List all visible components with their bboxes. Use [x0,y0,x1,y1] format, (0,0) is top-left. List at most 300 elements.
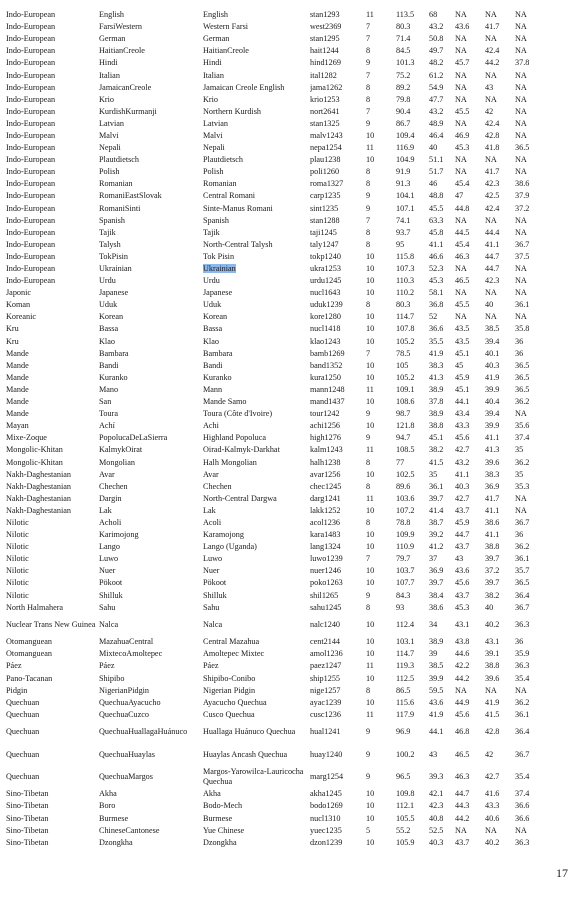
name-cell: Urdu [99,276,116,286]
name-cell: Páez [99,661,115,671]
value3-cell: 45.4 [455,179,470,189]
value2-cell: 68 [429,10,438,20]
language-cell: Karamojong [203,530,244,540]
value4-cell: 41.1 [485,505,500,515]
family-cell: Indo-European [6,22,56,32]
value1-cell: 71.4 [396,34,411,44]
glottocode-cell: hind1269 [310,58,341,68]
glottocode-cell: stan1295 [310,34,340,44]
value5-cell: NA [515,167,527,177]
count-cell: 7 [366,554,371,564]
family-cell: Indo-European [6,179,56,189]
name-cell: Latvian [99,118,125,128]
table-row [6,384,564,396]
value2-cell: 38.9 [429,637,444,647]
value1-cell: 90.4 [396,106,411,116]
count-cell: 9 [366,433,371,443]
count-cell: 10 [366,673,375,683]
name-cell: Hindi [99,58,118,68]
table-row [6,517,564,529]
value1-cell: 103.6 [396,493,415,503]
table-row [6,311,564,323]
count-cell: 10 [366,288,375,298]
language-cell: Lak [203,505,216,515]
name-cell: QuechuaAyacucho [99,697,161,707]
family-cell: Nakh-Daghestanian [6,481,72,491]
family-cell: Indo-European [6,251,56,261]
table-row [6,21,564,33]
name-cell: Korean [99,312,124,322]
value4-cell: NA [485,34,497,44]
value1-cell: 94.7 [396,433,411,443]
value5-cell: 36.7 [515,749,530,759]
family-cell: Páez [6,661,22,671]
value4-cell: 43.1 [485,637,500,647]
value4-cell: 40.2 [485,837,500,847]
value4-cell: 41.7 [485,493,500,503]
glottocode-cell: hait1244 [310,46,339,56]
value3-cell: 45.5 [455,106,470,116]
value3-cell: 46.8 [455,727,470,737]
value4-cell: 36.9 [485,481,500,491]
glottocode-cell: nucl1310 [310,813,341,823]
count-cell: 10 [366,505,375,515]
family-cell: Mande [6,384,29,394]
count-cell: 9 [366,191,371,201]
value1-cell: 74.1 [396,215,411,225]
value3-cell: 44.3 [455,801,470,811]
language-cell: Japanese [203,288,233,298]
count-cell: 7 [366,22,371,32]
value1-cell: 105.2 [396,372,415,382]
value3-cell: 43.7 [455,542,470,552]
value3-cell: 45.4 [455,239,470,249]
value5-cell: NA [515,94,527,104]
glottocode-cell: nige1257 [310,685,341,695]
value4-cell: 39.7 [485,578,500,588]
name-cell: FarsiWestern [99,22,142,32]
value3-cell: 45.3 [455,602,470,612]
value3-cell: 45.6 [455,433,470,443]
value5-cell: NA [515,409,527,419]
value5-cell: 37.8 [515,58,530,68]
value2-cell: 63.3 [429,215,444,225]
value2-cell: 38.3 [429,360,444,370]
glottocode-cell: klao1243 [310,336,341,346]
language-cell: Mande Samo [203,397,247,407]
value3-cell: 43.6 [455,22,470,32]
value2-cell: 39.9 [429,673,444,683]
language-cell: Malvi [203,130,223,140]
value4-cell: 42.8 [485,727,500,737]
name-cell: Romanian [99,179,133,189]
table-row [6,493,564,505]
family-cell: Indo-European [6,191,56,201]
table-row [6,614,564,637]
value1-cell: 115.6 [396,697,415,707]
count-cell: 11 [366,384,374,394]
table-row [6,9,564,21]
value4-cell: 43 [485,82,494,92]
value2-cell: 40.8 [429,813,444,823]
family-cell: Koreanic [6,312,37,322]
table-row [6,469,564,481]
language-cell: Acoli [203,517,222,527]
value5-cell: 36.5 [515,360,530,370]
family-cell: Indo-European [6,130,56,140]
glottocode-cell: lakk1252 [310,505,341,515]
value5-cell: NA [515,155,527,165]
glottocode-cell: ayac1239 [310,697,342,707]
count-cell: 10 [366,637,375,647]
count-cell: 8 [366,481,371,491]
language-cell: Western Farsi [203,22,249,32]
value1-cell: 115.8 [396,251,415,261]
count-cell: 8 [366,457,371,467]
value1-cell: 105.2 [396,336,415,346]
language-cell: Korean [203,312,228,322]
value1-cell: 80.3 [396,300,411,310]
value3-cell: NA [455,288,467,298]
value4-cell: 42 [485,106,494,116]
count-cell: 10 [366,360,375,370]
value1-cell: 79.8 [396,94,411,104]
glottocode-cell: carp1235 [310,191,341,201]
value4-cell: 39.4 [485,336,500,346]
family-cell: Mixe-Zoque [6,433,47,443]
family-cell: Nuclear Trans New Guinea [6,619,96,629]
value2-cell: 43.2 [429,106,444,116]
value5-cell: 35.3 [515,481,530,491]
value4-cell: NA [485,10,497,20]
language-cell: Toura (Côte d'Ivoire) [203,409,273,419]
value3-cell: NA [455,82,467,92]
table-row [6,33,564,45]
value4-cell: 39.7 [485,554,500,564]
table-row [6,45,564,57]
language-cell: Central Romani [203,191,256,201]
value5-cell: 36.6 [515,801,530,811]
value2-cell: 41.9 [429,348,444,358]
value2-cell: 45.3 [429,276,444,286]
count-cell: 8 [366,239,371,249]
name-cell: RomaniSinti [99,203,141,213]
glottocode-cell: kura1250 [310,372,341,382]
value1-cell: 75.2 [396,70,411,80]
glottocode-cell: ship1255 [310,673,341,683]
value4-cell: 44.2 [485,58,500,68]
value1-cell: 114.7 [396,649,415,659]
value5-cell: 37.5 [515,251,530,261]
value1-cell: 112.4 [396,619,415,629]
highlighted-text[interactable]: Ukrainian [203,264,236,274]
value2-cell: 45.1 [429,433,444,443]
value4-cell: 42.7 [485,772,500,782]
family-cell: Indo-European [6,143,56,153]
name-cell: German [99,34,126,44]
glottocode-cell: band1352 [310,360,343,370]
count-cell: 7 [366,106,371,116]
count-cell: 10 [366,530,375,540]
value1-cell: 109.4 [396,130,415,140]
value5-cell: 36 [515,530,524,540]
value1-cell: 104.1 [396,191,415,201]
language-cell: Urdu [203,276,220,286]
value2-cell: 38.9 [429,409,444,419]
value4-cell: 40.1 [485,348,500,358]
language-cell: Plautdietsch [203,155,244,165]
glottocode-cell: lang1324 [310,542,341,552]
value3-cell: 45.9 [455,372,470,382]
glottocode-cell: tour1242 [310,409,340,419]
family-cell: Indo-European [6,106,56,116]
value4-cell: 42.4 [485,46,500,56]
value4-cell: 39.9 [485,384,500,394]
value2-cell: 45.8 [429,227,444,237]
glottocode-cell: urdu1245 [310,276,342,286]
family-cell: Mongolic-Khitan [6,445,63,455]
value1-cell: 107.3 [396,264,415,274]
value2-cell: 36.6 [429,324,444,334]
value1-cell: 117.9 [396,709,415,719]
family-cell: Pano-Tacanan [6,673,53,683]
count-cell: 9 [366,203,371,213]
value1-cell: 103.1 [396,637,415,647]
value5-cell: 36.1 [515,554,530,564]
value3-cell: 43.5 [455,324,470,334]
value3-cell: NA [455,34,467,44]
value2-cell: 42.1 [429,789,444,799]
family-cell: Sino-Tibetan [6,825,49,835]
table-row [6,825,564,837]
value1-cell: 109.8 [396,789,415,799]
value2-cell: 36.9 [429,566,444,576]
value3-cell: 44.2 [455,813,470,823]
value2-cell: 49.7 [429,46,444,56]
family-cell: Nilotic [6,554,29,564]
glottocode-cell: shil1265 [310,590,339,600]
language-cell: Jamaican Creole English [203,82,285,92]
count-cell: 10 [366,697,375,707]
name-cell: Dargin [99,493,122,503]
table-row [6,299,564,311]
table-row [6,142,564,154]
name-cell: Polish [99,167,120,177]
family-cell: Indo-European [6,203,56,213]
value3-cell: 45.6 [455,578,470,588]
name-cell: KalmykOirat [99,445,143,455]
value1-cell: 84.3 [396,590,411,600]
value3-cell: 46.3 [455,772,470,782]
value3-cell: NA [455,46,467,56]
value5-cell: NA [515,825,527,835]
family-cell: Otomanguean [6,637,52,647]
value1-cell: 104.9 [396,155,415,165]
value3-cell: 44.8 [455,203,470,213]
count-cell: 10 [366,421,375,431]
value5-cell: 36.2 [515,697,530,707]
value3-cell: NA [455,685,467,695]
family-cell: Sino-Tibetan [6,801,49,811]
table-row [6,408,564,420]
value2-cell: 35.5 [429,336,444,346]
language-cell: Nuer [203,566,220,576]
table-row [6,577,564,589]
table-row [6,287,564,299]
value3-cell: NA [455,312,467,322]
name-cell: Lak [99,505,112,515]
value4-cell: 37.2 [485,566,500,576]
value2-cell: 43.2 [429,22,444,32]
name-cell: Plautdietsch [99,155,140,165]
name-cell: MazahuaCentral [99,637,154,647]
language-table [6,9,564,849]
count-cell: 10 [366,397,375,407]
value4-cell: NA [485,312,497,322]
value2-cell: 61.2 [429,70,444,80]
glottocode-cell: malv1243 [310,130,343,140]
family-cell: North Halmahera [6,602,64,612]
glottocode-cell: kara1483 [310,530,341,540]
value3-cell: NA [455,215,467,225]
language-cell: Margos-Yarowilca-Lauricocha Quechua [203,767,304,787]
language-cell: Sahu [203,602,220,612]
count-cell: 9 [366,409,371,419]
value5-cell: 36.3 [515,837,530,847]
name-cell: Ukrainian [99,264,132,274]
language-cell: Tok Pisin [203,251,235,261]
language-cell: Krio [203,94,219,104]
glottocode-cell: hual1241 [310,727,341,737]
language-cell: Nalca [203,619,223,629]
table-row [6,227,564,239]
value4-cell: 43.3 [485,801,500,811]
language-cell: Shipibo-Conibo [203,673,256,683]
value2-cell: 37 [429,554,438,564]
count-cell: 10 [366,619,375,629]
value4-cell: 42.3 [485,179,500,189]
value2-cell: 41.9 [429,709,444,719]
family-cell: Quechuan [6,772,40,782]
value2-cell: 39.7 [429,578,444,588]
language-cell: Lango (Uganda) [203,542,257,552]
family-cell: Kru [6,324,19,334]
value1-cell: 105.9 [396,837,415,847]
value5-cell: 35.6 [515,421,530,431]
language-cell: Cusco Quechua [203,709,255,719]
table-row [6,130,564,142]
value3-cell: NA [455,70,467,80]
value5-cell: 36.6 [515,813,530,823]
value5-cell: 36 [515,348,524,358]
value4-cell: NA [485,70,497,80]
value5-cell: 36.4 [515,590,530,600]
value2-cell: 44.1 [429,727,444,737]
count-cell: 10 [366,801,375,811]
value5-cell: 36.5 [515,143,530,153]
value1-cell: 107.8 [396,324,415,334]
language-cell: German [203,34,230,44]
value5-cell: 36.2 [515,542,530,552]
name-cell: Tajik [99,227,116,237]
language-cell: Halh Mongolian [203,457,257,467]
value3-cell: 46.5 [455,749,470,759]
value2-cell: 52 [429,312,438,322]
glottocode-cell: marg1254 [310,772,344,782]
value2-cell: 58.1 [429,288,444,298]
count-cell: 8 [366,602,371,612]
count-cell: 10 [366,251,375,261]
count-cell: 8 [366,94,371,104]
value4-cell: 44.7 [485,264,500,274]
table-row [6,721,564,744]
value2-cell: 40.3 [429,837,444,847]
value1-cell: 96.5 [396,772,411,782]
value5-cell: 37.9 [515,191,530,201]
value1-cell: 89.6 [396,481,411,491]
value1-cell: 109.9 [396,530,415,540]
value1-cell: 80.3 [396,22,411,32]
value5-cell: 36.3 [515,619,530,629]
value5-cell: NA [515,264,527,274]
value2-cell: 38.6 [429,602,444,612]
value1-cell: 112.1 [396,801,415,811]
count-cell: 11 [366,493,374,503]
value3-cell: NA [455,94,467,104]
name-cell: Bassa [99,324,119,334]
value5-cell: 35.7 [515,566,530,576]
glottocode-cell: luwo1239 [310,554,343,564]
table-row [6,94,564,106]
family-cell: Indo-European [6,10,56,20]
value2-cell: 38.8 [429,421,444,431]
value1-cell: 105.5 [396,813,415,823]
value3-cell: 42.2 [455,661,470,671]
table-row [6,743,564,766]
table-row [6,505,564,517]
value3-cell: NA [455,167,467,177]
value5-cell: NA [515,70,527,80]
family-cell: Mande [6,397,29,407]
name-cell: KurdishKurmanji [99,106,157,116]
value2-cell: 38.4 [429,590,444,600]
value3-cell: 46.3 [455,251,470,261]
table-row [6,697,564,709]
name-cell: Nuer [99,566,116,576]
family-cell: Indo-European [6,276,56,286]
glottocode-cell: taly1247 [310,239,339,249]
value1-cell: 121.8 [396,421,415,431]
value5-cell: 36 [515,336,524,346]
value1-cell: 91.9 [396,167,411,177]
value4-cell: 39.4 [485,409,500,419]
language-cell: Pökoot [203,578,227,588]
name-cell: Shilluk [99,590,123,600]
name-cell: Italian [99,70,120,80]
value3-cell: NA [455,10,467,20]
value4-cell: 39.6 [485,457,500,467]
family-cell: Indo-European [6,94,56,104]
value5-cell: NA [515,215,527,225]
count-cell: 11 [366,143,374,153]
family-cell: Indo-European [6,82,56,92]
language-cell: Bambara [203,348,233,358]
table-row [6,69,564,81]
language-cell: Mann [203,384,223,394]
value1-cell: 89.2 [396,82,411,92]
family-cell: Quechuan [6,749,40,759]
count-cell: 5 [366,825,371,835]
